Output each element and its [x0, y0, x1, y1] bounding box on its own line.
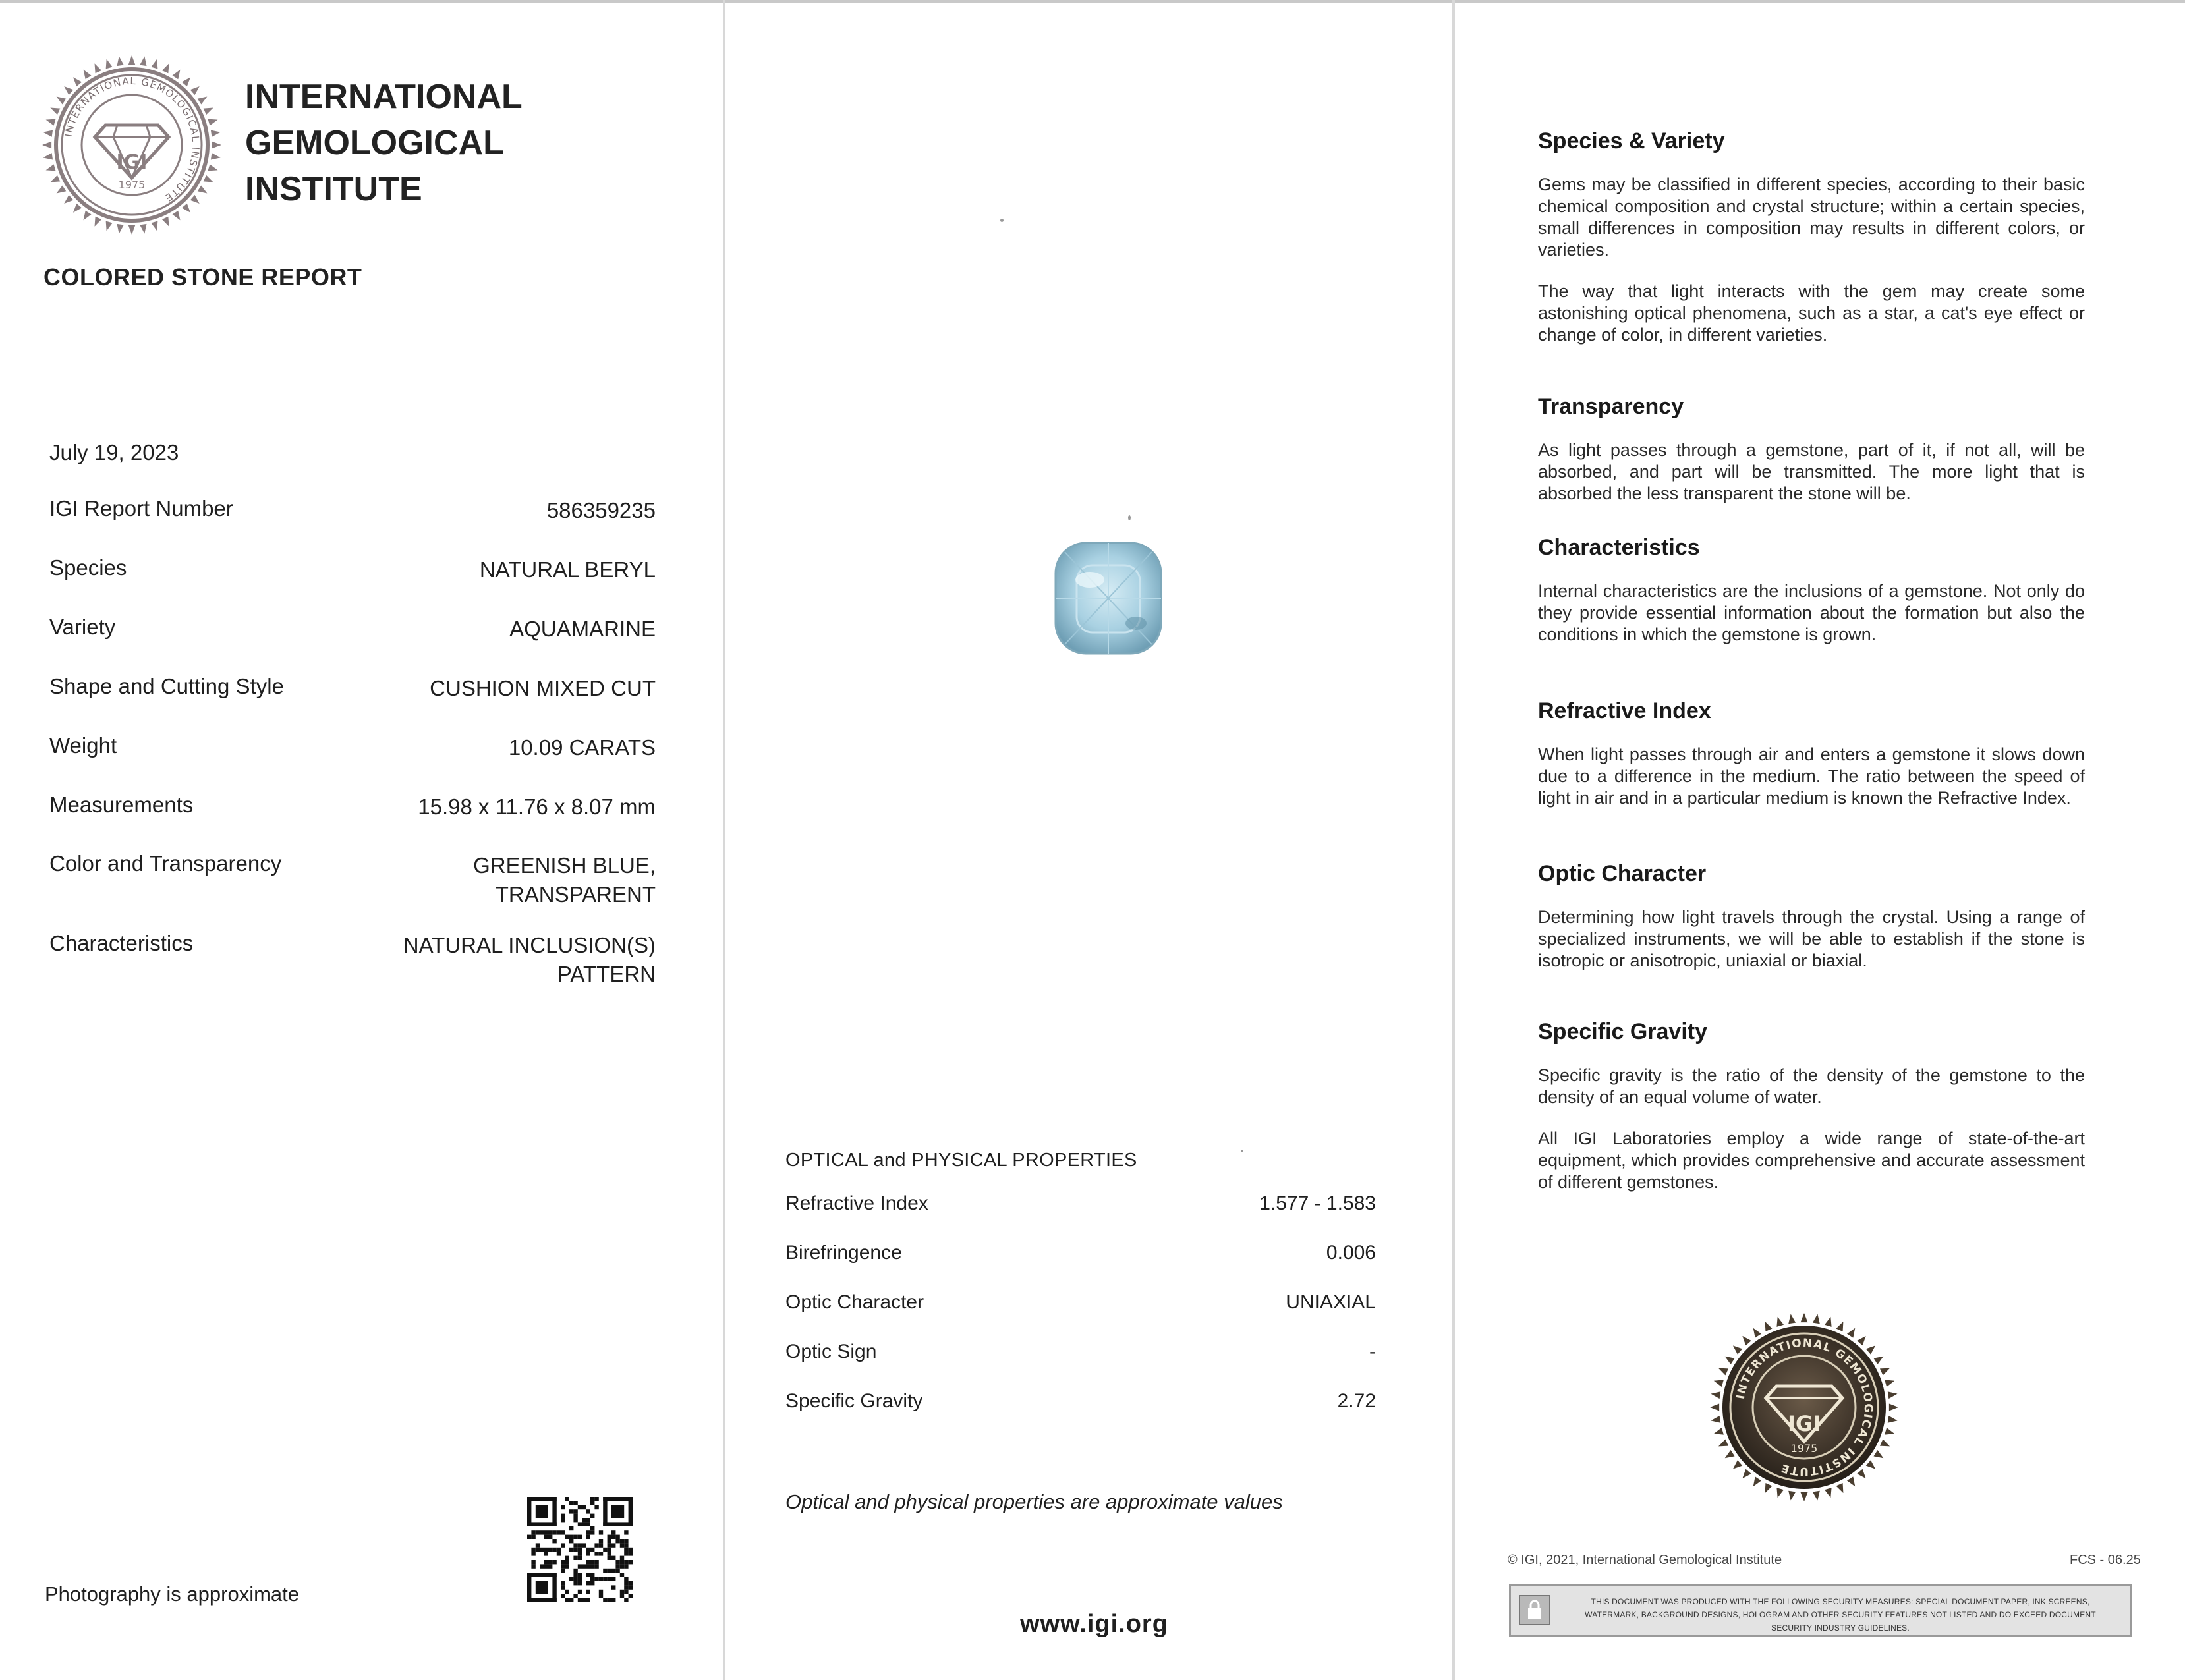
form-code: FCS - 06.25: [2070, 1553, 2141, 1567]
institute-name: INTERNATIONAL GEMOLOGICAL INSTITUTE: [245, 78, 523, 208]
section-paragraph: Specific gravity is the ratio of the density of the gemstone to the density of an equal volume of water.: [1538, 1065, 2085, 1107]
optical-label: Optic Sign: [785, 1341, 877, 1362]
row-value: [313, 851, 656, 909]
report-date: July 19, 2023: [49, 440, 179, 464]
hologram-seal-icon: [1709, 1312, 1899, 1502]
info-section: [1538, 394, 2085, 524]
row-label: IGI Report Number: [49, 496, 233, 520]
svg-text:1975: 1975: [118, 179, 146, 191]
row-value-line: NATURAL BERYL: [479, 557, 656, 582]
info-section: [1538, 861, 2085, 992]
row-value-line: 15.98 x 11.76 x 8.07 mm: [418, 795, 656, 819]
info-section: [1538, 128, 2085, 366]
lock-icon: [1519, 1595, 1550, 1625]
info-section: [1538, 698, 2085, 829]
row-value: [313, 615, 656, 644]
section-paragraph: Internal characteristics are the inclusions of a gemstone. Not only do they provide essential information about the formation but also the conditions in which the gemstone is grown.: [1538, 581, 2085, 644]
row-label: Shape and Cutting Style: [49, 674, 284, 698]
row-value-line: PATTERN: [557, 962, 656, 986]
section-paragraph: All IGI Laboratories employ a wide range of state-of-the-art equipment, which provides comprehensive and accurate assessment of different gemstones.: [1538, 1129, 2085, 1192]
optical-label: Optic Character: [785, 1291, 924, 1313]
info-panel: [1454, 0, 2185, 1680]
row-value: [313, 555, 656, 584]
row-label: Weight: [49, 733, 117, 758]
row-value: [313, 733, 656, 762]
paper-speck: [1000, 219, 1004, 222]
svg-text:1975: 1975: [1790, 1442, 1818, 1455]
row-label: Color and Transparency: [49, 851, 282, 876]
optical-heading: OPTICAL and PHYSICAL PROPERTIES: [785, 1150, 1137, 1171]
report-panel: [0, 0, 725, 1680]
report-title: COLORED STONE REPORT: [43, 264, 362, 291]
igi-seal-icon: [40, 53, 224, 237]
optical-value: 2.72: [1337, 1390, 1376, 1412]
optical-value: -: [1369, 1341, 1376, 1362]
optical-value: UNIAXIAL: [1286, 1291, 1376, 1313]
row-value-line: CUSHION MIXED CUT: [430, 676, 656, 700]
photo-disclaimer: Photography is approximate: [45, 1582, 300, 1606]
section-title: Specific Gravity: [1538, 1019, 1708, 1044]
row-value-line: TRANSPARENT: [495, 882, 656, 907]
section-title: Optic Character: [1538, 861, 1707, 886]
section-title: Species & Variety: [1538, 128, 1725, 154]
section-title: Refractive Index: [1538, 698, 1711, 723]
section-paragraph: Gems may be classified in different species, according to their basic chemical composition and crystal structure; within a certain species, small differences in composition may results in different colors, or varieties.: [1538, 175, 2085, 260]
row-label: Variety: [49, 615, 116, 639]
svg-text:IGI: IGI: [116, 151, 148, 174]
row-value-line: NATURAL INCLUSION(S): [403, 933, 656, 957]
security-strip: [1509, 1584, 2132, 1637]
info-section: [1538, 1019, 2085, 1213]
optical-value: 0.006: [1326, 1242, 1376, 1264]
qr-code-icon[interactable]: [527, 1497, 633, 1602]
row-value-line: GREENISH BLUE,: [473, 853, 656, 878]
optical-value: 1.577 - 1.583: [1259, 1192, 1376, 1214]
properties-panel: [725, 0, 1454, 1680]
row-label: Measurements: [49, 793, 194, 817]
paper-speck: [1241, 1150, 1243, 1152]
svg-text:IGI: IGI: [1787, 1411, 1821, 1436]
row-value-line: 10.09 CARATS: [508, 735, 656, 760]
website-link[interactable]: www.igi.org: [1020, 1610, 1168, 1638]
section-paragraph: When light passes through air and enters a gemstone it slows down due to a difference in the medium. The ratio between the speed of light in air and in a particular medium is known the Refractive Index.: [1538, 744, 2085, 808]
section-paragraph: As light passes through a gemstone, part of it, if not all, will be absorbed, and part will be transmitted. The more light that is absorbed the less transparent the stone will be.: [1538, 440, 2085, 503]
row-value: [313, 931, 656, 989]
section-paragraph: The way that light interacts with the gem may create some astonishing optical phenomena, such as a star, a cat's eye effect or change of color, in different varieties.: [1538, 281, 2085, 345]
approx-note: Optical and physical properties are approximate values: [785, 1490, 1283, 1513]
copyright: © IGI, 2021, International Gemological Institute: [1508, 1553, 1782, 1567]
gem-photo: [991, 540, 1228, 658]
paper-speck: [1128, 515, 1131, 520]
row-value: [313, 674, 656, 703]
optical-label: Birefringence: [785, 1242, 902, 1264]
row-value-line: 586359235: [546, 498, 656, 522]
optical-label: Specific Gravity: [785, 1390, 923, 1412]
row-value-line: AQUAMARINE: [509, 617, 656, 641]
info-section: [1538, 535, 2085, 665]
security-text: THIS DOCUMENT WAS PRODUCED WITH THE FOLLOWING SECURITY MEASURES: SPECIAL DOCUMENT PAPER, INK SCREENS, WATERMARK, BACKGROUND DESIGNS, HOLOGRAM AND OTHER SECURITY FEATURES NOT LISTED AND DO EXCEED DOCUMENT SECURITY INDUSTRY GUIDELINES.: [1585, 1597, 2096, 1633]
section-title: Transparency: [1538, 394, 1684, 419]
row-label: Species: [49, 555, 127, 580]
svg-text:INTERNATIONAL GEMOLOGICAL INST: INTERNATIONAL GEMOLOGICAL INSTITUTE: [62, 74, 202, 205]
section-paragraph: Determining how light travels through the crystal. Using a range of specialized instruments, we will be able to establish if the stone is isotropic or anisotropic, uniaxial or biaxial.: [1538, 907, 2085, 970]
section-title: Characteristics: [1538, 535, 1700, 560]
row-label: Characteristics: [49, 931, 194, 955]
row-value: [313, 496, 656, 525]
optical-label: Refractive Index: [785, 1192, 928, 1214]
row-value: [313, 793, 656, 822]
svg-text:INTERNATIONAL GEMOLOGICAL INST: INTERNATIONAL GEMOLOGICAL INSTITUTE: [1734, 1336, 1875, 1478]
